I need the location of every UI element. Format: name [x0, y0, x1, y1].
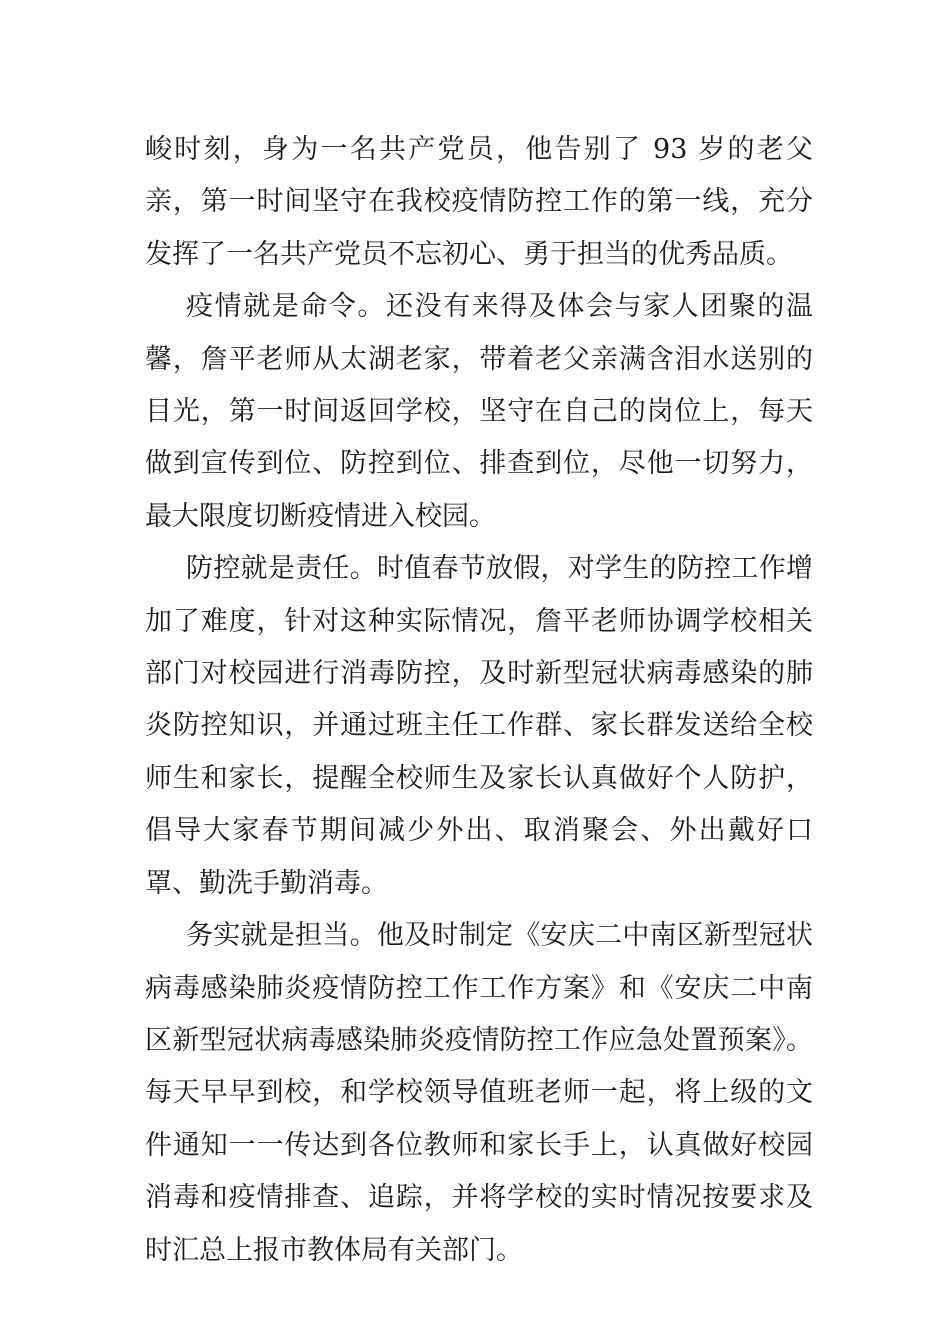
paragraph-pragmatism-is-commitment: 务实就是担当。他及时制定《安庆二中南区新型冠状病毒感染肺炎疫情防控工作工作方案》和《安庆二中南区新型冠状病毒感染肺炎疫情防控工作应急处置预案》。每天早早到校，和学校领导值班老师一起，将上级的文件通知一一传达到各位教师和家长手上，认真做好校园消毒和疫情排查、追踪，并将学校的实时情况按要求及时汇总上报市教体局有关部门。 — [145, 920, 813, 1266]
paragraph-epidemic-is-order: 疫情就是命令。还没有来得及体会与家人团聚的温馨，詹平老师从太湖老家，带着老父亲满含泪水送别的目光，第一时间返回学校，坚守在自己的岗位上，每天做到宣传到位、防控到位、排查到位，尽他一切努力，最大限度切断疫情进入校园。 — [145, 291, 813, 532]
document-body — [145, 124, 813, 1277]
paragraph-continuation: 峻时刻，身为一名共产党员，他告别了 93 岁的老父亲，第一时间坚守在我校疫情防控工作的第一线，充分发挥了一名共产党员不忘初心、勇于担当的优秀品质。 — [145, 134, 813, 270]
paragraph-prevention-is-responsibility: 防控就是责任。时值春节放假，对学生的防控工作增加了难度，针对这种实际情况，詹平老师协调学校相关部门对校园进行消毒防控，及时新型冠状病毒感染的肺炎防控知识，并通过班主任工作群、家长群发送给全校师生和家长，提醒全校师生及家长认真做好个人防护，倡导大家春节期间减少外出、取消聚会、外出戴好口罩、勤洗手勤消毒。 — [145, 553, 813, 899]
